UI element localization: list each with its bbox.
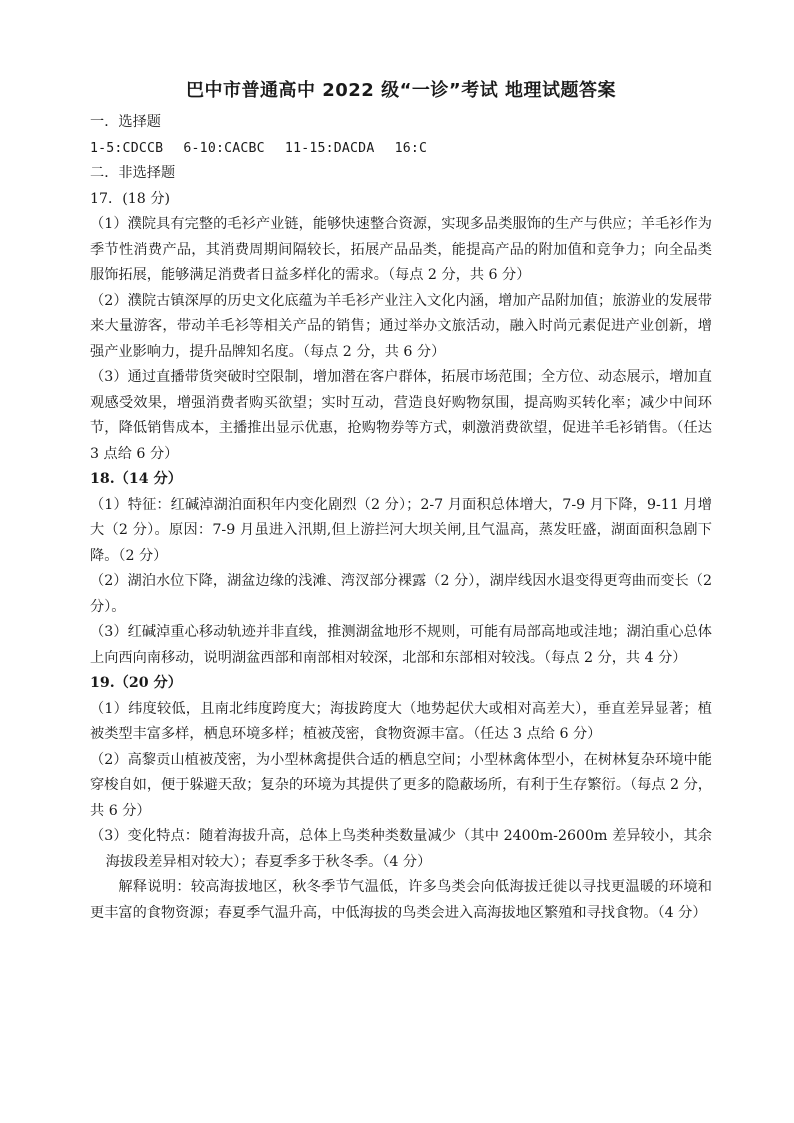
- section-1-heading: 一．选择题: [90, 114, 161, 130]
- q19-explanation: 解释说明：较高海拔地区，秋冬季节气温低，许多鸟类会向低海拔迁徙以寻找更温暖的环境和更丰富的食物资源；春夏季气温升高，中低海拔的鸟类会进入高海拔地区繁殖和寻找食物。（4 分）: [90, 879, 712, 921]
- section-2-heading: 二．非选择题: [90, 165, 176, 181]
- q17-answer-2: （2）濮院古镇深厚的历史文化底蕴为羊毛衫产业注入文化内涵，增加产品附加值；旅游业的发展带来大量游客，带动羊毛衫等相关产品的销售；通过举办文旅活动，融入时尚元素促进产业创新，增强产业影响力，提升品牌知名度。（每点 2 分，共 6 分）: [90, 292, 712, 360]
- answer-sheet-page: [90, 78, 712, 926]
- q17-answer-3: （3）通过直播带货突破时空限制，增加潜在客户群体，拓展市场范围；全方位、动态展示，增加直观感受效果，增强消费者购买欲望；实时互动，营造良好购物氛围，提高购买转化率；减少中间环节，降低销售成本，主播推出显示优惠，抢购物券等方式，刺激消费欲望，促进羊毛衫销售。（任达 3 点给 6 分）: [90, 369, 712, 462]
- q19-answer-2: （2）高黎贡山植被茂密，为小型林禽提供合适的栖息空间；小型林禽体型小，在树林复杂环境中能穿梭自如，便于躲避天敌；复杂的环境为其提供了更多的隐蔽场所，有利于生存繁衍。（每点 2 分，共 6 分）: [90, 751, 712, 819]
- q18-answer-2: （2）湖泊水位下降，湖盆边缘的浅滩、湾汊部分裸露（2 分），湖岸线因水退变得更弯曲而变长（2 分）。: [90, 573, 712, 615]
- q19-answer-3: （3）变化特点：随着海拔升高，总体上鸟类种类数量减少（其中 2400m-2600m 差异较小，其余海拔段差异相对较大）；春夏季多于秋冬季。（4 分）: [90, 828, 712, 870]
- q19-answer-1: （1）纬度较低，且南北纬度跨度大；海拔跨度大（地势起伏大或相对高差大），垂直差异显著；植被类型丰富多样，栖息环境多样；植被茂密，食物资源丰富。（任达 3 点给 6 分）: [90, 700, 712, 742]
- q17-answer-1: （1）濮院具有完整的毛衫产业链，能够快速整合资源，实现多品类服饰的生产与供应；羊毛衫作为季节性消费产品，其消费周期间隔较长，拓展产品品类，能提高产品的附加值和竞争力；向全品类服饰拓展，能够满足消费者日益多样化的需求。（每点 2 分，共 6 分）: [90, 216, 712, 283]
- q18-heading: 18.（14 分）: [90, 471, 182, 487]
- q18-answer-1: （1）特征：红碱淖湖泊面积年内变化剧烈（2 分）；2-7 月面积总体增大，7-9 月下降，9-11 月增大（2 分）。原因：7-9 月虽进入汛期,但上游拦河大坝关闸,且气温高，蒸发旺盛，湖面面积急剧下降。（2 分）: [90, 496, 712, 564]
- q17-heading: 17．(18 分): [90, 190, 171, 207]
- q19-heading: 19.（20 分）: [90, 675, 182, 691]
- q18-answer-3: （3）红碱淖重心移动轨迹并非直线，推测湖盆地形不规则，可能有局部高地或洼地；湖泊重心总体上向西向南移动，说明湖盆西部和南部相对较深，北部和东部相对较浅。（每点 2 分，共 4 分）: [90, 624, 712, 666]
- page-title: 巴中市普通高中 2022 级“一诊”考试 地理试题答案: [185, 80, 617, 101]
- choice-answers: 1-5:CDCCB 6-10:CACBC 11-15:DACDA 16:C: [90, 140, 428, 156]
